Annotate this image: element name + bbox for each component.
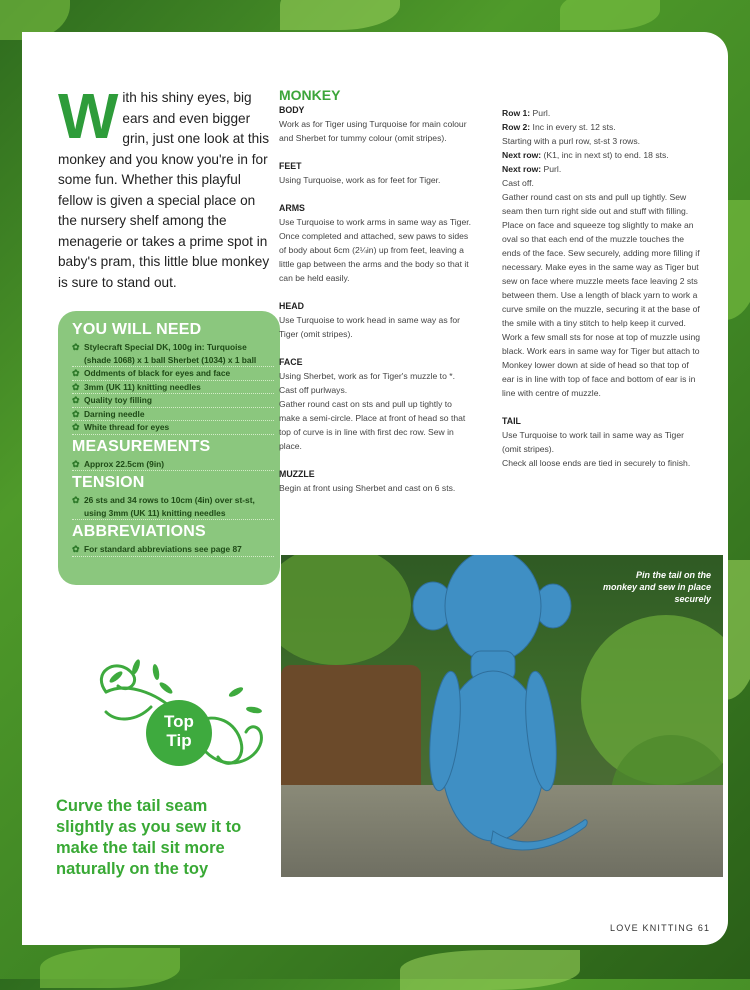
section-text: Work as for Tiger using Turquoise for main colour and Sherbet for tummy colour (omit stripes). xyxy=(279,119,467,143)
pattern-title: MONKEY xyxy=(279,87,341,103)
section-heading: TAIL xyxy=(502,416,521,426)
background-leaf xyxy=(560,0,660,30)
background-leaf xyxy=(280,0,400,30)
tree-stump xyxy=(281,665,421,795)
list-item: ✿ 26 sts and 34 rows to 10cm (4in) over st-st, using 3mm (UK 11) knitting needles xyxy=(72,494,274,520)
intro-paragraph xyxy=(58,80,273,293)
section-heading: FACE xyxy=(279,357,303,367)
section-text: Gather round cast on sts and pull up tightly to make a semi-circle. Place at front of head so that top of curve is in line with first dec row. Sew in place. xyxy=(279,399,466,451)
section-text: Use Turquoise to work arms in same way as Tiger. Once completed and attached, sew paws to sides of body about 6cm (2¼in) up from feet, leaving a little gap between the arms and the body so that it can be held easily. xyxy=(279,217,471,283)
materials-panel xyxy=(58,311,280,585)
list-item: ✿ White thread for eyes xyxy=(72,421,274,435)
row-text: Cast off. xyxy=(502,178,534,188)
list-item: ✿ Stylecraft Special DK, 100g in: Turquoise (shade 1068) x 1 ball Sherbet (1034) x 1 ball xyxy=(72,341,274,367)
row-label: Next row: xyxy=(502,150,542,160)
tension-list xyxy=(72,494,280,520)
section-heading: HEAD xyxy=(279,301,304,311)
section-heading: MUZZLE xyxy=(279,469,315,479)
section-heading: FEET xyxy=(279,161,302,171)
pattern-row xyxy=(502,106,702,120)
top-tip-box xyxy=(56,652,286,902)
row-label: Row 2: xyxy=(502,122,531,132)
section-heading: ARMS xyxy=(279,203,305,213)
top-tip-text: Curve the tail seam slightly as you sew it to make the tail sit more naturally on the toy xyxy=(56,797,242,878)
list-item: ✿ Oddments of black for eyes and face xyxy=(72,367,274,381)
row-label: Next row: xyxy=(502,164,542,174)
top-tip-badge xyxy=(146,700,212,766)
fern-leaf xyxy=(281,555,411,665)
pattern-column-1 xyxy=(279,88,474,509)
row-label: Row 1: xyxy=(502,108,531,118)
list-item: ✿ Approx 22.5cm (9in) xyxy=(72,458,274,472)
list-item: ✿ Darning needle xyxy=(72,408,274,422)
magazine-page xyxy=(22,32,728,945)
section-text: Gather round cast on sts and pull up tightly. Sew seam then turn right side out and stuff with filling. Place on face and squeeze tog slightly to make an oval so that each end of the muzzle touches the ends of the face. Sew securely, adding more filling if necessary. Make eyes in the same way as Tiger but sew on face where muzzle meets face leaving 2 sts between them. Use a length of black yarn to work a curve smile on the muzzle, securing it at the base of the smile with a tiny stitch to help keep it curved. Work a few small sts for nose at top of muzzle using black. Work ears in same way for Tiger but attach to Monkey lower down at side of head so that top of ear is in line with top of face and bottom of ear is in line with centre of muzzle. xyxy=(502,192,701,398)
page-number: 61 xyxy=(697,923,711,933)
measurements-heading: MEASUREMENTS xyxy=(72,437,211,455)
list-item: ✿ Quality toy filling xyxy=(72,394,274,408)
pattern-row xyxy=(502,176,702,190)
row-text: Purl. xyxy=(530,108,551,118)
materials-list xyxy=(72,341,280,435)
pattern-row xyxy=(502,134,702,148)
list-item: ✿ 3mm (UK 11) knitting needles xyxy=(72,381,274,395)
pattern-row xyxy=(502,148,702,162)
monkey-photo xyxy=(281,555,723,877)
measurements-list xyxy=(72,458,280,472)
list-item: ✿ For standard abbreviations see page 87 xyxy=(72,543,274,557)
pattern-column-2 xyxy=(502,106,702,484)
magazine-name: LOVE KNITTING xyxy=(610,923,695,933)
top-tip-label-line2: Tip xyxy=(166,731,192,750)
drop-cap: W xyxy=(58,80,119,152)
section-text: Using Turquoise, work as for feet for Tiger. xyxy=(279,175,441,185)
abbreviations-list xyxy=(72,543,280,557)
section-text: Begin at front using Sherbet and cast on 6 sts. xyxy=(279,483,456,493)
photo-caption: Pin the tail on the monkey and sew in place securely xyxy=(602,570,711,604)
intro-text: ith his shiny eyes, big ears and even bigger grin, just one look at this monkey and you know you're in for some fun. Whether this playful fellow is given a special place on the nursery shelf among the menagerie or takes a prime spot in baby's pram, this little blue monkey is sure to stand out. xyxy=(58,90,270,290)
row-text: (K1, inc in next st) to end. 18 sts. xyxy=(541,150,669,160)
page-footer xyxy=(610,923,710,933)
section-text: Check all loose ends are tied in securely to finish. xyxy=(502,458,691,468)
row-text: Purl. xyxy=(541,164,562,174)
abbreviations-heading: ABBREVIATIONS xyxy=(72,523,206,540)
background-leaf xyxy=(40,948,180,988)
row-text: Inc in every st. 12 sts. xyxy=(530,122,616,132)
row-text: Starting with a purl row, st-st 3 rows. xyxy=(502,136,641,146)
knitted-monkey-icon xyxy=(403,555,593,851)
section-text: Use Turquoise to work head in same way as for Tiger (omit stripes). xyxy=(279,315,461,339)
section-text: Use Turquoise to work tail in same way as Tiger (omit stripes). xyxy=(502,430,684,454)
section-heading: BODY xyxy=(279,105,305,115)
you-will-need-heading: YOU WILL NEED xyxy=(72,321,202,338)
tension-heading: TENSION xyxy=(72,474,145,491)
section-text: Using Sherbet, work as for Tiger's muzzle to *. Cast off purlways. xyxy=(279,371,455,395)
top-tip-label-line1: Top xyxy=(164,712,194,731)
background-leaf xyxy=(400,950,580,990)
pattern-row xyxy=(502,120,702,134)
pattern-row xyxy=(502,162,702,176)
